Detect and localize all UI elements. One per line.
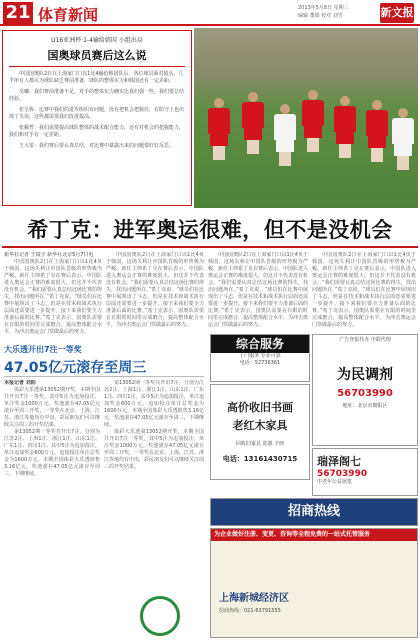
ad-right-5 <box>210 498 418 526</box>
ad-adjust-line1: 广告登报代办 中联代理 <box>339 337 391 343</box>
quote-2: 张呈栋：比赛中我们的进攻组织有问题，没有把机会把握住，在防守上也出现了失误，这些都需要我们改进提高。 <box>9 107 185 120</box>
story2-body: 中国国奥队2日在上海家门口以1比4负于韩国，这场失利让中国队晋级的形势极为严峻。新任主帅希丁克在赛后表示，中国队进入奥运会正赛的难度很大，但这并不代表没有机会。“我们需要认真总结这场比赛的得失，找出问题所在，”希丁克说，“球员们在比赛中展现出了斗志，但是在技术和战术执行层面还需要进一步提升。接下来我们要全力准备后面的比赛。”希丁克表示，国奥队需要在有限的时间里完成磨合，提高整体配合水平，为冲击奥运会门票做最后的努力。 <box>4 259 102 335</box>
ad-collect-phone: 电话：13161430715 <box>222 455 298 463</box>
story1-body: 中国国奥队2日在上海家门口以1比4输给韩国队后，各位球员面对镜头，几乎所有人都认为球队缺乏赛前准备，球队的整体实力和韩国还有一定差距。 <box>9 71 184 84</box>
issue-date: 2013年5月8日 星期三 <box>298 5 349 11</box>
story3-kicker: 大乐透开出7注一等奖 <box>4 345 82 354</box>
story2-body-cont2: 中国国奥队2日在上海家门口以1比4负于韩国，这场失利让中国队晋级的形势极为严峻。新任主帅希丁克在赛后表示，中国队进入奥运会正赛的难度很大，但这并不代表没有机会。“我们需要认真总结这场比赛的得失，找出问题所在，”希丁克说，“球员们在比赛中展现出了斗志，但是在技术和战术执行层面还需要进一步提升。接下来我们要全力准备后面的比赛。”希丁克表示，国奥队需要在有限的时间里完成磨合，提高整体配合水平，为冲击奥运会门票做最后的努力。 <box>208 252 308 328</box>
ad-bottom <box>210 528 418 638</box>
headline-rule <box>2 246 418 248</box>
newspaper-logo: 新文报 <box>380 3 414 23</box>
story3-col-1 <box>4 380 100 638</box>
story3-title: 47.05亿元滚存至周三 <box>4 360 147 376</box>
ad-lottery-logo <box>138 594 182 638</box>
story2-body-cont: 中国国奥队2日在上海家门口以1比4负于韩国，这场失利让中国队晋级的形势极为严峻。新任主帅希丁克在赛后表示，中国队进入奥运会正赛的难度很大，但这并不代表没有机会。“我们需要认真总结这场比赛的得失，找出问题所在，”希丁克说，“球员们在比赛中展现出了斗志，但是在技术和战术执行层面还需要进一步提升。接下来我们要全力准备后面的比赛。”希丁克表示，国奥队需要在有限的时间里完成磨合，提高整体配合水平，为冲击奥运会门票做最后的努力。 <box>106 252 204 328</box>
story3-body-b: 第13052期一等奖共开出7注，分别为江苏2注、上海1注、浙江1注、山东1注、广东1注、四川1注。其中5注为追加投注，单注追加奖金600万元，追加投注单注总奖金为1600万元。本期全国体彩大乐透销售3.16亿元，奖池滚存47.05亿元滚存至周三，下期继续。 <box>4 429 100 477</box>
ad-gallery-phone: 56703990 <box>317 469 368 479</box>
page-header <box>0 0 420 26</box>
story3-body: 体彩大乐透第13052期开奖，本期全国共开出7注一等奖，其中5注为追加投注，单注奖金1000万元。奖池滚存47.05亿元滚存至周三开奖，一等奖在北京、上海、江苏、浙江等地均有中出，彩民朋友们可以继续关注周三的开奖结果。 <box>4 387 100 428</box>
ad-right-1 <box>210 334 310 382</box>
ad-gallery-line: 中老年公益展览 <box>317 479 353 485</box>
story2-col-2 <box>106 252 204 340</box>
story2-col-1 <box>4 252 102 340</box>
ad-service-line1: 上门服务 专业可靠 <box>239 353 281 359</box>
ad-service-line2: 电话：52736361 <box>239 360 281 366</box>
story3-body-cont: 第13052期一等奖共开出7注，分别为江苏2注、上海1注、浙江1注、山东1注、广东1注、四川1注。其中5注为追加投注，单注追加奖金600万元，追加投注单注总奖金为1600万元。本期全国体彩大乐透销售3.16亿元，奖池滚存47.05亿元滚存至周三，下期继续。 <box>104 380 204 428</box>
editor-credit: 编辑 董娟 校对 刘雪 <box>298 13 343 19</box>
ad-recruit-banner: 招商热线 <box>287 504 340 519</box>
ad-collect-title: 高价收旧书画 <box>227 401 293 414</box>
ad-collect-line1: 回收旧家具 瓷器 字画 <box>235 441 285 447</box>
story2-body-cont3: 中国国奥队2日在上海家门口以1比4负于韩国，这场失利让中国队晋级的形势极为严峻。新任主帅希丁克在赛后表示，中国队进入奥运会正赛的难度很大，但这并不代表没有机会。“我们需要认真总结这场比赛的得失，找出问题所在，”希丁克说，“球员们在比赛中展现出了斗志，但是在技术和战术执行层面还需要进一步提升。接下来我们要全力准备后面的比赛。”希丁克表示，国奥队需要在有限的时间里完成磨合，提高整体配合水平，为冲击奥运会门票做最后的努力。 <box>312 252 416 328</box>
ad-right-3 <box>210 384 310 480</box>
ad-gallery-title: 瑞泽阁七 <box>317 455 361 468</box>
match-photo <box>194 28 418 208</box>
story1-kicker: U16亚洲杯·1-4输给韩国 小组出局 <box>51 37 143 44</box>
ad-right-4 <box>312 448 418 496</box>
ad-bottom-org: 上海新城经济区 <box>219 593 289 604</box>
ad-adjust-line2: 地址：北京市朝阳区 <box>342 403 388 409</box>
header-meta <box>298 4 349 20</box>
story1-title: 国奥球员赛后这么说 <box>9 47 185 67</box>
story2-col-4 <box>312 252 416 330</box>
story3-byline: 本报记者 刘阳 <box>4 380 36 386</box>
quote-3: 张稀哲：我们需要提高球队整体的战术配合能力，还有对机会的把握能力，我们和对手有一定差距。 <box>9 125 185 138</box>
quote-1: 吴曦：我们赛前准备不足，对手的整体实力确实比我们强一些，我们要总结经验。 <box>9 89 185 102</box>
ad-collect-sub: 老红木家具 <box>232 419 288 432</box>
story2-col-3 <box>208 252 308 330</box>
ad-bottom-title: 为企业做好注册、变更、咨询等全程免费的一站式托管服务 <box>211 529 417 541</box>
page-number: 21 <box>3 2 33 24</box>
ad-adjust-title: 为民调剂 <box>337 367 393 383</box>
ad-adjust-phone: 56703990 <box>337 388 393 399</box>
section-title: 体育新闻 <box>38 6 99 24</box>
ad-bottom-phone: 招商热线：021-63791555 <box>219 608 281 614</box>
sidebar-story-box <box>2 30 192 206</box>
ad-right-2 <box>312 334 418 446</box>
ad-service-title: 综合服务 <box>211 335 309 353</box>
main-headline: 希丁克：进军奥运很难，但不是没机会 <box>27 218 393 242</box>
quote-4: 王大雷：我们赛后要认真总结，对比赛中暴露出来的问题要好好反思。 <box>19 143 175 149</box>
story3-body-cont-b: 体彩大乐透第13052期开奖，本期全国共开出7注一等奖，其中5注为追加投注，单注奖金1000万元。奖池滚存47.05亿元滚存至周三开奖，一等奖在北京、上海、江苏、浙江等地均有中出，彩民朋友们可以继续关注周三的开奖结果。 <box>104 429 204 470</box>
story2-byline: 新华社记者 王镜宇 新华社北京5月7日电 <box>4 252 94 258</box>
